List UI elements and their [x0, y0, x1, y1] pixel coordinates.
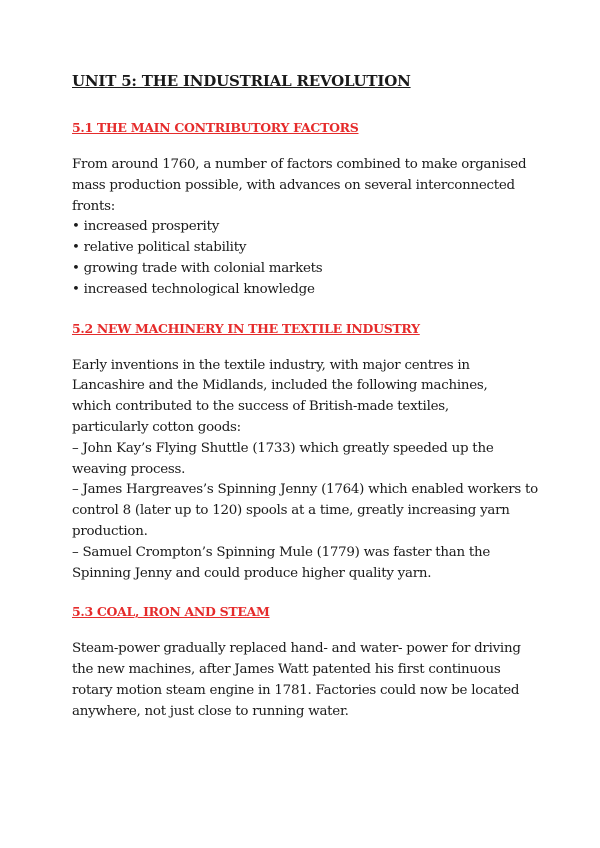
document-page [72, 72, 542, 723]
bullet-item: • increased prosperity [72, 219, 220, 235]
body-line: Lancashire and the Midlands, included the following machines, [72, 378, 488, 394]
body-line: control 8 (later up to 120) spools at a time, greatly increasing yarn [72, 503, 510, 519]
bullet-item: • increased technological knowledge [72, 281, 315, 297]
body-line: production. [72, 523, 148, 539]
section-heading-5-3: 5.3 COAL, IRON AND STEAM [72, 604, 270, 620]
body-line: Spinning Jenny and could produce higher quality yarn. [72, 565, 432, 581]
body-line: mass production possible, with advances on several interconnected [72, 177, 515, 193]
body-line: anywhere, not just close to running water. [72, 703, 349, 719]
unit-title: UNIT 5: THE INDUSTRIAL REVOLUTION [72, 72, 411, 90]
body-line: which contributed to the success of British-made textiles, [72, 399, 449, 415]
section-body-5-2 [72, 356, 542, 585]
body-line: Early inventions in the textile industry, with major centres in [72, 357, 470, 373]
dash-item: – Samuel Crompton’s Spinning Mule (1779) was faster than the [72, 544, 491, 560]
body-line: the new machines, after James Watt patented his first continuous [72, 662, 501, 678]
section-spacer [72, 584, 542, 604]
section-body-5-3 [72, 639, 542, 722]
section-body-5-1 [72, 155, 542, 301]
bullet-item: • growing trade with colonial markets [72, 260, 323, 276]
body-line: weaving process. [72, 461, 186, 477]
body-line: rotary motion steam engine in 1781. Factories could now be located [72, 682, 520, 698]
section-heading-5-2: 5.2 NEW MACHINERY IN THE TEXTILE INDUSTRY [72, 320, 420, 336]
section-spacer [72, 301, 542, 321]
body-line: From around 1760, a number of factors combined to make organised [72, 157, 527, 172]
section-heading-5-1: 5.1 THE MAIN CONTRIBUTORY FACTORS [72, 120, 359, 135]
dash-item: – John Kay’s Flying Shuttle (1733) which greatly speeded up the [72, 440, 494, 456]
body-line: particularly cotton goods: [72, 419, 241, 435]
dash-item: – James Hargreaves’s Spinning Jenny (1764) which enabled workers to [72, 482, 538, 498]
body-line: fronts: [72, 198, 116, 214]
bullet-item: • relative political stability [72, 240, 247, 256]
body-line: Steam-power gradually replaced hand- and water- power for driving [72, 641, 521, 657]
